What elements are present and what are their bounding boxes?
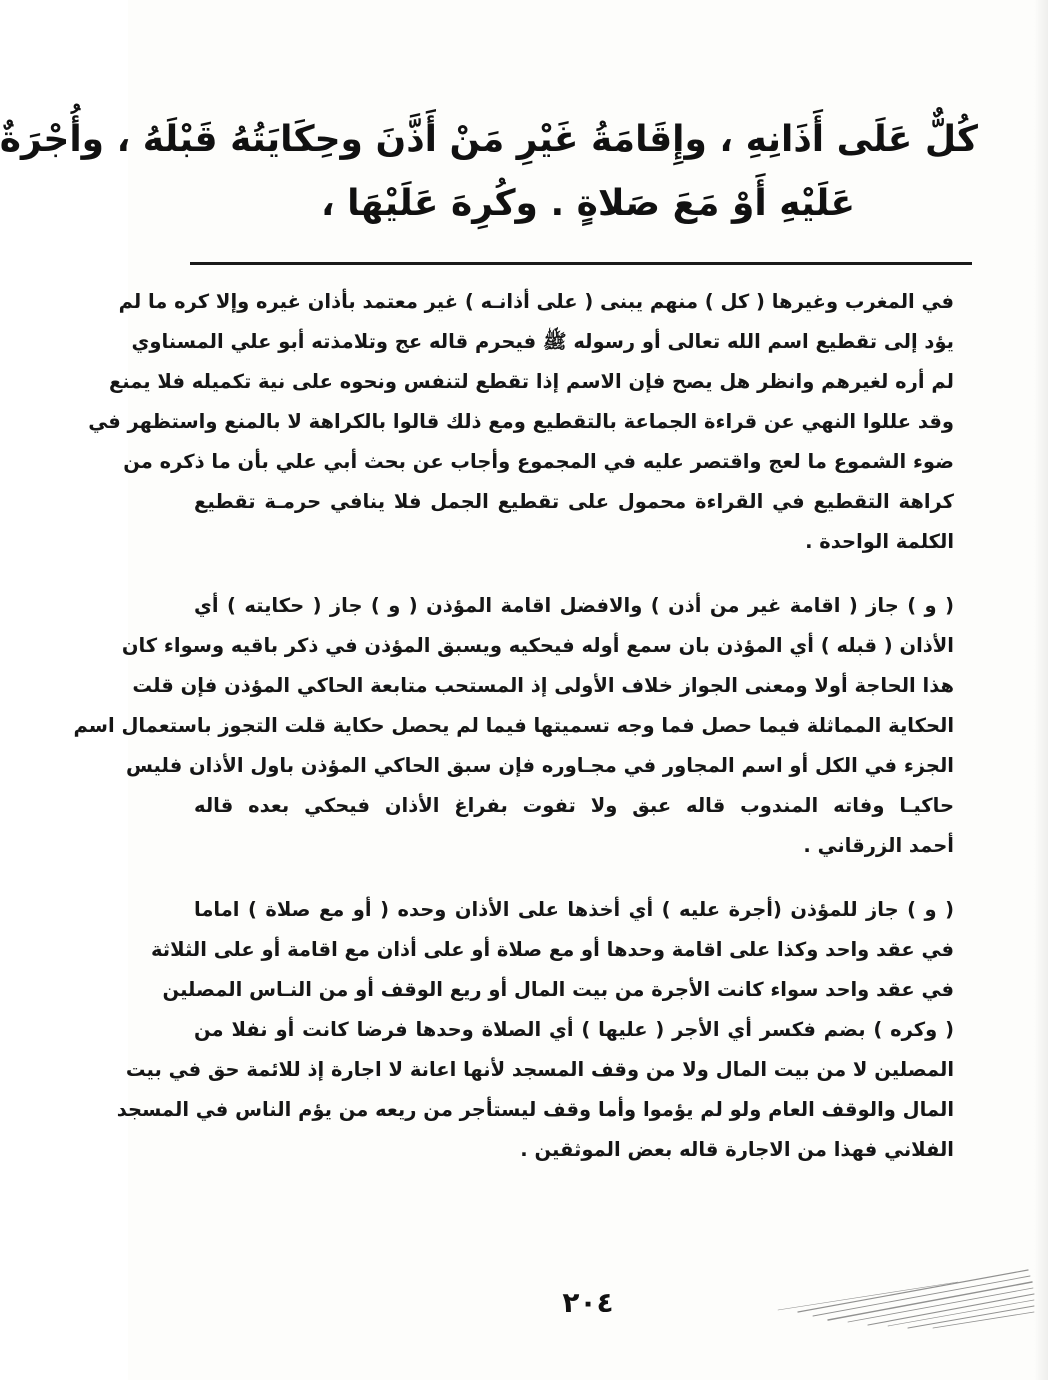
page-number: ٢٠٤ — [562, 1286, 614, 1319]
separator-rule — [190, 262, 972, 265]
paragraph-1 — [88, 282, 954, 562]
scan-smudge — [758, 1262, 1038, 1332]
text-line: ( و ) جاز للمؤذن (أجرة عليه ) أي أخذها على الأذان وحده ( أو مع صلاة ) اماما — [194, 898, 954, 921]
paragraph-gap — [194, 866, 954, 890]
paragraph-3 — [116, 890, 954, 1170]
text-line: الكلمة الواحدة . — [805, 530, 954, 553]
text-line: في عقد واحد وكذا على اقامة وحدها أو مع صلاة أو على أذان مع اقامة أو على الثلاثة — [150, 938, 954, 961]
paragraph-2 — [73, 586, 954, 866]
text-line: في عقد واحد سواء كانت الأجرة من بيت المال أو ريع الوقف أو من النـاس المصلين — [162, 978, 954, 1001]
text-line: الحكاية المماثلة فيما حصل فما وجه تسميتها فيما لم يحصل حكاية قلت التجوز باستعمال اسم — [73, 714, 954, 737]
text-line: الفلاني فهذا من الاجارة قاله بعض الموثقين . — [520, 1138, 954, 1161]
text-line: الجزء في الكل أو اسم المجاور في مجـاوره فإن سبق الحاكي المؤذن باول الأذان فليس — [125, 754, 954, 777]
text-line: ( و ) جاز ( اقامة غير من أذن ) والافضل اقامة المؤذن ( و ) جاز ( حكايته ) أي — [194, 594, 954, 617]
text-line: في المغرب وغيرها ( كل ) منهم يبنى ( على أذانـه ) غير معتمد بأذان غيره وإلا كره ما لم — [118, 290, 954, 313]
text-line: يؤد إلى تقطيع اسم الله تعالى أو رسوله ﷺ فيحرم قاله عج وتلامذته أبو علي المسناوي — [131, 330, 954, 353]
text-line: وقد عللوا النهي عن قراءة الجماعة بالتقطيع ومع ذلك قالوا بالكراهة لا بالمنع واستظهر في — [88, 410, 954, 433]
text-line: ضوء الشموع ما لعج واقتصر عليه في المجموع وأجاب عن بحث أبي علي بأن ما ذكره من — [123, 450, 954, 473]
text-line: لم أره لغيرهم وانظر هل يصح فإن الاسم إذا تقطع لتنفس ونحوه على نية تكميله فلا يمنع — [108, 370, 954, 393]
text-line: كراهة التقطيع في القراءة محمول على تقطيع الجمل فلا ينافي حرمـة تقطيع — [194, 490, 954, 513]
paragraph-gap — [194, 562, 954, 586]
page-edge-shadow — [1034, 0, 1048, 1380]
text-line: أحمد الزرقاني . — [803, 834, 954, 857]
text-line: هذا الحاجة أولا ومعنى الجواز خلاف الأولى إذ المستحب متابعة الحاكي المؤذن فإن قلت — [132, 674, 954, 697]
commentary-body — [73, 282, 954, 1170]
matn-line-1: كُلٌّ عَلَى أَذَانِهِ ، وإِقَامَةُ غَيْرِ مَنْ أَذَّنَ وحِكَايَتُهُ قَبْلَهُ ، وأُجْرَةٌ — [0, 119, 978, 160]
matn-verse — [0, 108, 978, 236]
text-line: الأذان ( قبله ) أي المؤذن بان سمع أوله فيحكيه ويسبق المؤذن في ذكر باقيه وسواء كان — [121, 634, 954, 657]
text-line: المصلين لا من بيت المال ولا من وقف المسجد لأنها اعانة لا اجارة إذ للائمة حق في بيت — [125, 1058, 954, 1081]
text-line: المال والوقف العام ولو لم يؤموا وأما وقف ليستأجر من ريعه من يؤم الناس في المسجد — [116, 1098, 954, 1121]
text-line: حاكيـا وفاته المندوب قاله عبق ولا تفوت بفراغ الأذان فيحكي بعده قاله — [194, 794, 954, 817]
text-line: ( وكره ) بضم فكسر أي الأجر ( عليها ) أي الصلاة وحدها فرضا كانت أو نفلا من — [194, 1018, 954, 1041]
matn-line-2: عَلَيْهِ أَوْ مَعَ صَلاةٍ . وكُرِهَ عَلَيْهَا ، — [320, 183, 856, 224]
